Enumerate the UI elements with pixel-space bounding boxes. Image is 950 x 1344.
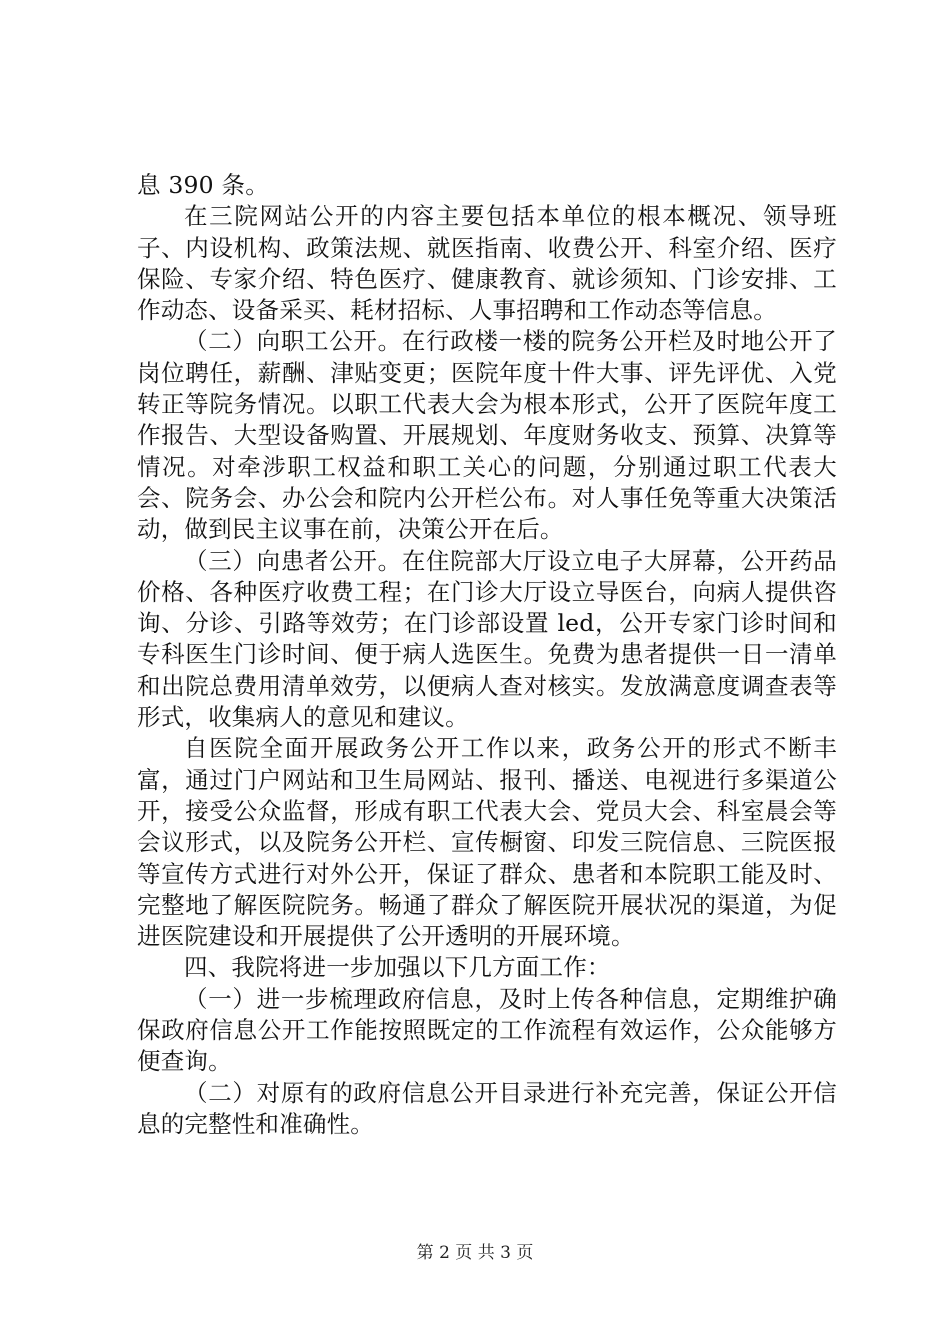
paragraph-future-work-1: （一）进一步梳理政府信息，及时上传各种信息，定期维护确保政府信息公开工作能按照既定的工作流程有效运作，公众能够方便查询。 — [137, 984, 837, 1076]
paragraph-patient-disclosure: （三）向患者公开。在住院部大厅设立电子大屏幕，公开药品价格、各种医疗收费工程；在门诊大厅设立导医台，向病人提供咨询、分诊、引路等效劳；在门诊部设置 led，公开专家门诊时间和专科医生门诊时间、便于病人选医生。免费为患者提供一日一清单和出院总费用清单效劳，以便病人查对核实。发放满意度调查表等形式，收集病人的意见和建议。 — [137, 546, 837, 732]
paragraph-continuation: 息 390 条。 — [137, 171, 269, 199]
paragraph-staff-disclosure: （二）向职工公开。在行政楼一楼的院务公开栏及时地公开了岗位聘任，薪酬、津贴变更；医院年度十件大事、评先评优、入党转正等院务情况。以职工代表大会为根本形式，公开了医院年度工作报告、大型设备购置、开展规划、年度财务收支、预算、决算等情况。对牵涉职工权益和职工关心的问题，分别通过职工代表大会、院务会、办公会和院内公开栏公布。对人事任免等重大决策活动，做到民主议事在前，决策公开在后。 — [137, 327, 837, 544]
paragraph-disclosure-forms: 自医院全面开展政务公开工作以来，政务公开的形式不断丰富，通过门户网站和卫生局网站、报刊、播送、电视进行多渠道公开，接受公众监督，形成有职工代表大会、党员大会、科室晨会等会议形式，以及院务公开栏、宣传橱窗、印发三院信息、三院医报等宣传方式进行对外公开，保证了群众、患者和本院职工能及时、完整地了解医院院务。畅通了群众了解医院开展状况的渠道，为促进医院建设和开展提供了公开透明的开展环境。 — [137, 734, 837, 951]
paragraph-website-content: 在三院网站公开的内容主要包括本单位的根本概况、领导班子、内设机构、政策法规、就医指南、收费公开、科室介绍、医疗保险、专家介绍、特色医疗、健康教育、就诊须知、门诊安排、工作动态、设备采买、耗材招标、人事招聘和工作动态等信息。 — [137, 202, 837, 325]
document-body — [137, 170, 837, 1140]
section-heading-future-work: 四、我院将进一步加强以下几方面工作： — [184, 953, 611, 982]
paragraph-future-work-2: （二）对原有的政府信息公开目录进行补充完善，保证公开信息的完整性和准确性。 — [137, 1078, 837, 1138]
page-number-footer: 第 2 页 共 3 页 — [416, 1243, 534, 1263]
